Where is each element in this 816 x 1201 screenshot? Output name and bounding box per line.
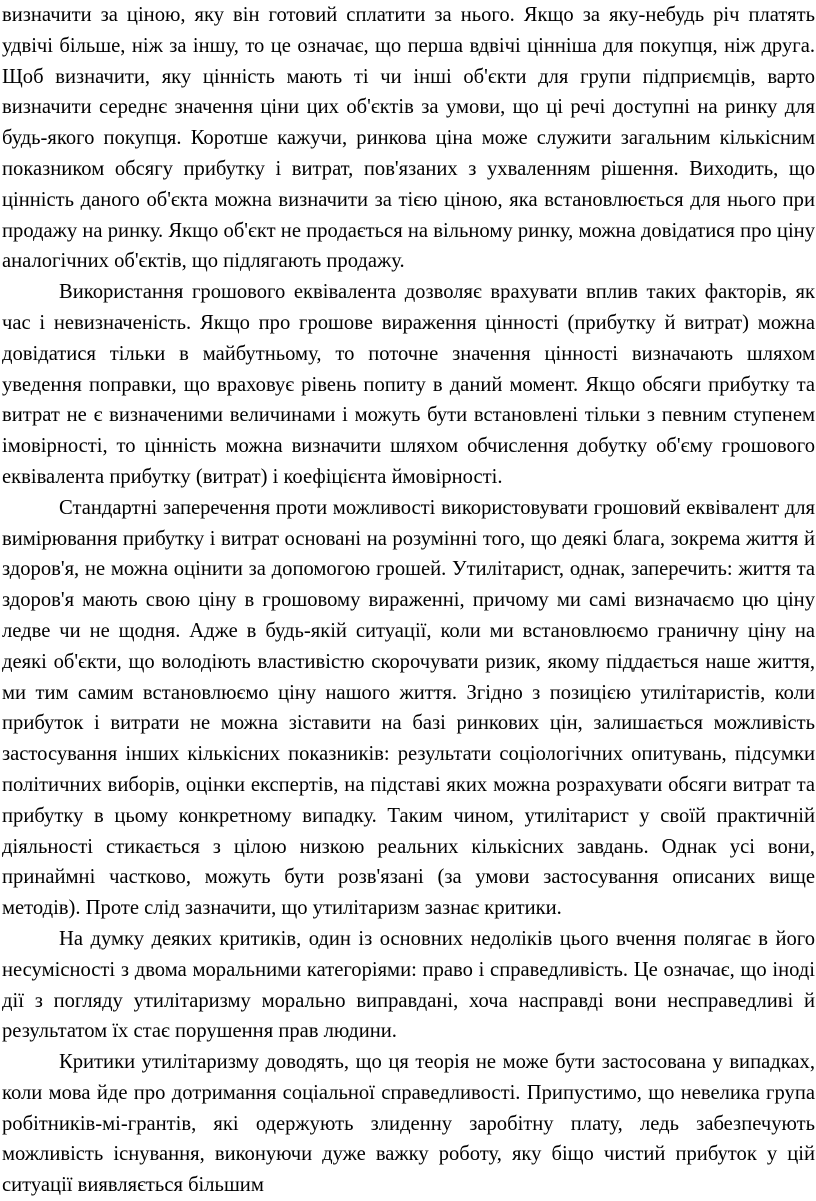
paragraph-1: визначити за ціною, яку він готовий сплатити за нього. Якщо за яку-небудь річ платять удвічі більше, ніж за іншу, то це означає, що перша вдвічі цінніша для покупця, ніж друга. Щоб визначити, яку цінність мають ті чи інші об'єкти для групи підприємців, варто визначити середнє значення ціни цих об'єктів за умови, що ці речі доступні на ринку для будь-якого покупця. Коротше кажучи, ринкова ціна може служити загальним кількісним показником обсягу прибутку і витрат, пов'язаних з ухваленням рішення. Виходить, що цінність даного об'єкта можна визначити за тією ціною, яка встановлюється для нього при продажу на ринку. Якщо об'єкт не продається на вільному ринку, можна довідатися про ціну аналогічних об'єктів, що підлягають продажу. — [2, 4, 815, 273]
paragraph-4: На думку деяких критиків, один із основних недоліків цього вчення полягає в його несумісності з двома моральними категоріями: право і справедливість. Це означає, що іноді дії з погляду утилітаризму морально виправдані, хоча насправді вони несправедливі й результатом їх стає порушення прав людини. — [2, 927, 815, 1043]
paragraph-2: Використання грошового еквівалента дозволяє врахувати вплив таких факторів, як час і невизначеність. Якщо про грошове вираження цінності (прибутку й витрат) можна довідатися тільки в майбутньому, то поточне значення цінності визначають шляхом уведення поправки, що враховує рівень попиту в даний момент. Якщо обсяги прибутку та витрат не є визначеними величинами і можуть бути встановлені тільки з певним ступенем імовірності, то цінність можна визначити шляхом обчислення добутку об'єму грошового еквівалента прибутку (витрат) і коефіцієнта ймовірності. — [2, 281, 815, 488]
paragraph-3: Стандартні заперечення проти можливості використовувати грошовий еквівалент для вимірювання прибутку і витрат основані на розумінні того, що деякі блага, зокрема життя й здоров'я, не можна оцінити за допомогою грошей. Утилітарист, однак, заперечить: життя та здоров'я мають свою ціну в грошовому вираженні, причому ми самі визначаємо цю ціну ледве чи не щодня. Адже в будь-якій ситуації, коли ми встановлюємо граничну ціну на деякі об'єкти, що володіють властивістю скорочувати ризик, якому піддається наше життя, ми тим самим встановлюємо ціну нашого життя. Згідно з позицією утилітаристів, коли прибуток і витрати не можна зіставити на базі ринкових цін, залишається можливість застосування інших кількісних показників: результати соціологічних опитувань, підсумки політичних виборів, оцінки експертів, на підставі яких можна розрахувати обсяги витрат та прибутку в цьому конкретному випадку. Таким чином, утилітарист у своїй практичній діяльності стикається з цілою низкою реальних кількісних завдань. Однак усі вони, принаймні частково, можуть бути розв'язані (за умови застосування описаних вище методів). Проте слід зазначити, що утилітаризм зазнає критики. — [2, 496, 815, 920]
paragraph-5: Критики утилітаризму доводять, що ця теорія не може бути застосована у випадках, коли мова йде про дотримання соціальної справедливості. Припустимо, що невелика група робітників-мі-грантів, які одержують злиденну заробітну плату, ледь забезпечують можливість існування, виконуючи дуже важку роботу, яку біщо чистий прибуток у цій ситуації виявляється більшим — [2, 1051, 815, 1197]
